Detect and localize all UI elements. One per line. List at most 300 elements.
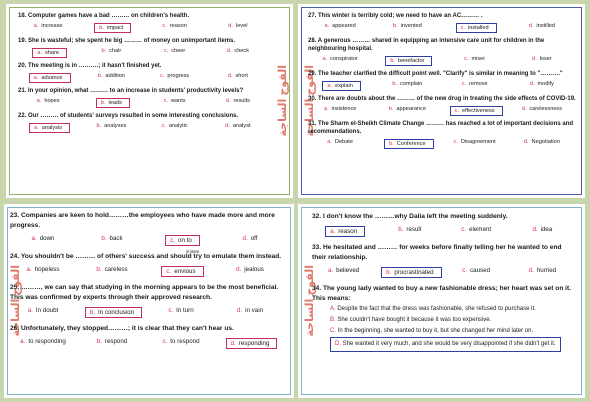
answer-wrap — [101, 234, 125, 243]
answer-option[interactable] — [511, 226, 577, 237]
question-text: 32. I don't know the ………why Dalia left the meeting suddenly. — [312, 213, 508, 220]
side-label: الفوج الساجة — [276, 65, 289, 137]
answer-option[interactable] — [308, 139, 375, 149]
option-text: modify — [537, 81, 554, 87]
option-text: results — [233, 98, 250, 104]
option-letter: a. — [26, 266, 32, 273]
options-row — [18, 123, 271, 133]
answer-wrap — [532, 225, 555, 234]
selected-answer-box — [226, 338, 278, 349]
option-letter: d. — [228, 23, 233, 29]
question-text: 31. The Sharm el-Sheikh Climate Change ……… has reached a lot of important decisions and recommendations. — [308, 121, 574, 135]
answer-wrap — [162, 22, 189, 30]
answer-option[interactable] — [145, 48, 208, 58]
question-list — [18, 12, 271, 194]
option-text: hurried — [536, 267, 557, 274]
answer-option[interactable] — [81, 23, 144, 33]
option-text: miser — [471, 56, 486, 62]
options-row — [10, 266, 286, 277]
answer-option[interactable] — [148, 266, 217, 277]
side-label-box — [273, 4, 291, 198]
question-list — [308, 12, 577, 194]
answer-option[interactable] — [81, 123, 144, 133]
option-text: wants — [170, 98, 186, 104]
answer-option[interactable] — [511, 267, 577, 278]
answer-option[interactable] — [378, 226, 444, 237]
answer-wrap — [96, 265, 130, 274]
question-text: 29. The teacher clarified the difficult point well. "Clarify" is similar in meaning to "………." — [308, 71, 563, 77]
option-letter: c. — [162, 23, 167, 29]
option-text: hopes — [44, 98, 60, 104]
answer-wrap — [37, 97, 63, 105]
option-letter: c. — [454, 108, 460, 114]
option-text: progress — [167, 73, 190, 79]
option-letter: b. — [398, 226, 404, 233]
answer-wrap — [101, 47, 124, 55]
selected-answer-box — [384, 139, 434, 149]
question-text: 21. In your opinion, what ……… to an increase in students' productivity levels? — [18, 88, 244, 94]
option-letter: a. — [323, 106, 329, 112]
answer-wrap — [28, 306, 62, 315]
question-text: 23. Companies are keen to hold………the employees who have made more and more progress. — [10, 212, 275, 229]
options-row — [308, 56, 577, 66]
question-text: 30. There are doubts about the ……… of the new drug in treating the side effects of COVID-19. — [308, 96, 576, 102]
option-text: addition — [105, 73, 126, 79]
option-text: Negotiation — [531, 139, 560, 145]
answer-wrap — [162, 337, 202, 346]
answer-wrap — [328, 266, 362, 275]
option-letter: c. — [464, 56, 469, 62]
answer-option[interactable] — [81, 98, 144, 108]
answer-option[interactable] — [208, 48, 271, 58]
option-text: In doubt — [35, 307, 59, 314]
answer-option[interactable] — [443, 56, 510, 66]
option-letter: c. — [460, 25, 466, 31]
option-letter: b. — [96, 123, 102, 129]
answer-option[interactable] — [18, 123, 81, 133]
option-text: Despite the fact that the dress was fashionable, she refused to purchase it. — [337, 306, 536, 312]
option-text: analytic — [168, 123, 188, 129]
options-row — [18, 48, 271, 58]
answer-option[interactable] — [148, 338, 217, 349]
answer-wrap — [32, 234, 58, 243]
answer-wrap — [228, 22, 250, 30]
answer-wrap — [97, 122, 130, 130]
option-letter: C. — [330, 328, 336, 334]
option-letter: b. — [100, 100, 106, 106]
answer-option[interactable] — [10, 235, 79, 246]
answer-option[interactable] — [148, 307, 217, 318]
answer-option[interactable] — [145, 123, 208, 133]
answer-wrap — [236, 265, 267, 274]
option-text: chair — [109, 48, 122, 54]
answer-option[interactable] — [330, 337, 577, 352]
answer-option[interactable] — [18, 48, 81, 58]
option-letter: c. — [162, 338, 168, 345]
question-text: 20. The meeting is in ……….; it hasn't finished yet. — [18, 63, 162, 69]
answer-wrap — [160, 72, 192, 80]
option-text: caused — [470, 267, 491, 274]
answer-wrap — [529, 266, 559, 275]
option-text: benefactor — [397, 58, 425, 64]
option-text: to respond — [170, 338, 200, 345]
option-letter: a. — [33, 75, 39, 81]
answer-wrap — [243, 234, 261, 243]
selected-answer-box — [385, 56, 432, 66]
options-row — [10, 307, 286, 318]
answer-option[interactable] — [443, 81, 510, 91]
option-text: appearance — [396, 106, 426, 112]
option-letter: a. — [36, 98, 42, 104]
answer-option[interactable] — [10, 307, 79, 318]
answer-wrap — [398, 225, 424, 234]
option-text: In turn — [176, 307, 194, 314]
option-letter: a. — [20, 338, 26, 345]
option-text: check — [234, 48, 250, 54]
answer-option[interactable] — [375, 56, 442, 66]
option-letter: d. — [225, 98, 231, 104]
answer-option[interactable] — [445, 267, 511, 278]
answer-wrap — [530, 80, 557, 88]
option-text: respond — [104, 338, 128, 345]
selected-answer-box — [29, 123, 70, 133]
question-text: 27. This winter is terribly cold; we need to have an AC……… . — [308, 13, 483, 19]
option-letter: b. — [392, 81, 398, 87]
answer-option[interactable] — [148, 235, 217, 246]
option-text: instilled — [536, 23, 556, 29]
options-row — [308, 106, 577, 116]
answer-wrap — [389, 105, 429, 113]
answer-option[interactable] — [217, 235, 286, 246]
option-letter: a. — [330, 228, 336, 235]
option-letter: d. — [531, 56, 537, 62]
answer-option[interactable] — [375, 23, 442, 33]
answer-wrap — [227, 47, 252, 55]
answer-wrap — [393, 22, 425, 30]
panel-top-right — [298, 4, 585, 198]
question-text: 19. She is wasteful; she spent he big ……… of money on unimportant items. — [18, 38, 236, 44]
option-text: result — [406, 226, 422, 233]
selected-answer-box — [96, 98, 130, 108]
question-list — [10, 211, 286, 394]
answer-option[interactable] — [443, 23, 510, 33]
option-text: analysis — [41, 125, 63, 131]
answer-wrap — [454, 138, 499, 146]
options-row — [18, 23, 271, 33]
answer-wrap — [97, 337, 131, 346]
option-letter: d. — [236, 307, 243, 314]
option-text: analyst — [232, 123, 251, 129]
options-row — [10, 338, 286, 349]
option-letter: a. — [327, 83, 333, 89]
answer-option[interactable] — [18, 23, 81, 33]
answer-wrap — [392, 80, 425, 88]
option-letter: a. — [27, 307, 33, 314]
answer-option[interactable] — [375, 106, 442, 116]
option-letter: c. — [160, 73, 165, 79]
answer-option[interactable] — [208, 123, 271, 133]
panel-bottom-left — [4, 204, 294, 398]
question-text: 26. Unfortunately, they stopped………; it is clear that they can't hear us. — [10, 325, 234, 332]
option-letter: c. — [170, 237, 176, 244]
selected-answer-box — [325, 226, 365, 237]
option-letter: d. — [532, 226, 538, 233]
selected-answer-box — [330, 337, 561, 352]
answer-option[interactable] — [443, 139, 510, 149]
option-letter: b. — [390, 58, 395, 64]
answer-wrap — [98, 72, 128, 80]
question-text: 24. You shouldn't be ……… of others' success and should try to emulate them instead. — [10, 253, 282, 260]
option-text: on to — [178, 237, 192, 244]
option-text: invented — [400, 23, 422, 29]
option-letter: b. — [389, 141, 394, 147]
answer-option[interactable] — [312, 267, 378, 278]
option-letter: a. — [37, 50, 42, 56]
selected-answer-box — [450, 106, 503, 116]
option-letter: c. — [168, 307, 174, 314]
option-letter: B. — [330, 317, 336, 323]
option-letter: d. — [226, 48, 232, 54]
option-text: level — [235, 23, 248, 29]
answer-option[interactable] — [308, 23, 375, 33]
option-text: down — [39, 235, 55, 242]
selected-answer-box — [165, 235, 200, 246]
options-row — [308, 81, 577, 91]
option-letter: b. — [99, 25, 104, 31]
answer-option[interactable] — [375, 81, 442, 91]
answer-wrap — [164, 47, 188, 55]
option-letter: c. — [166, 268, 172, 275]
answer-option[interactable] — [145, 23, 208, 33]
answer-wrap — [322, 55, 360, 63]
option-letter: b. — [392, 23, 398, 29]
answer-wrap — [164, 97, 189, 105]
option-letter: d. — [529, 81, 535, 87]
option-text: installed — [468, 25, 489, 31]
answer-option[interactable] — [18, 98, 81, 108]
answer-option[interactable] — [79, 235, 148, 246]
options-row — [312, 267, 577, 278]
side-label: الفوج الساجة — [303, 65, 316, 137]
option-text: appeared — [332, 23, 356, 29]
option-text: Disagreement — [460, 139, 496, 145]
answer-option[interactable] — [510, 56, 577, 66]
answer-option[interactable] — [145, 98, 208, 108]
option-text: share — [44, 50, 59, 56]
option-letter: c. — [462, 267, 468, 274]
answer-wrap — [226, 97, 253, 105]
option-text: explain — [335, 83, 353, 89]
option-text: responding — [238, 340, 270, 347]
answer-wrap — [330, 328, 533, 334]
question-text: 22. Our ……… of students' surveys resulted in some interesting conclusions. — [18, 113, 239, 119]
answer-wrap — [27, 265, 63, 274]
option-text: reason — [169, 23, 187, 29]
option-letter: c. — [461, 81, 466, 87]
answer-option[interactable] — [217, 266, 286, 277]
answer-option[interactable] — [217, 338, 286, 349]
option-letter: c. — [163, 98, 168, 104]
answer-wrap — [464, 55, 488, 63]
option-text: off — [250, 235, 258, 242]
option-text: procrastinated — [394, 269, 434, 276]
option-text: conspirator — [330, 56, 358, 62]
answer-wrap — [330, 317, 491, 323]
option-letter: A. — [330, 306, 336, 312]
question-text: 25. ………, we can say that studying in the morning appears to be the most beneficial. This was confirmed by experts through their approved research. — [10, 284, 279, 301]
option-text: believed — [336, 267, 360, 274]
option-letter: b. — [96, 266, 102, 273]
option-text: reason — [338, 228, 358, 235]
option-text: impact — [106, 25, 124, 31]
answer-wrap — [34, 22, 66, 30]
answer-wrap — [20, 337, 69, 346]
option-text: loser — [539, 56, 552, 62]
selected-answer-box — [85, 307, 142, 318]
options-row — [18, 98, 271, 108]
option-text: envious — [174, 268, 196, 275]
options-row — [308, 139, 577, 149]
options-row — [10, 235, 286, 246]
option-letter: a. — [328, 267, 334, 274]
option-text: She couldn't have bought it because it was too expensive. — [337, 317, 492, 323]
option-text: careless — [104, 266, 128, 273]
answer-option[interactable] — [308, 81, 375, 91]
side-label: الفوج الساجة — [9, 265, 22, 337]
answer-wrap — [462, 80, 491, 88]
options-row — [308, 23, 577, 33]
answer-option[interactable] — [510, 106, 577, 116]
answer-wrap — [529, 22, 558, 30]
handwritten-note: imitate — [186, 249, 200, 254]
answer-option[interactable] — [208, 98, 271, 108]
answer-wrap — [532, 55, 555, 63]
answer-option[interactable] — [443, 106, 510, 116]
answer-option[interactable] — [330, 315, 577, 326]
answer-option[interactable] — [375, 139, 442, 149]
answer-option[interactable] — [81, 48, 144, 58]
option-letter: d. — [227, 73, 233, 79]
selected-answer-box — [94, 23, 131, 33]
answer-option[interactable] — [10, 338, 79, 349]
answer-option[interactable] — [312, 226, 378, 237]
option-letter: d. — [242, 235, 248, 242]
option-letter: d. — [236, 266, 242, 273]
answer-option[interactable] — [445, 226, 511, 237]
answer-option[interactable] — [79, 266, 148, 277]
side-label: الفوج الساجة — [303, 265, 316, 337]
option-text: carelessness — [529, 106, 563, 112]
answer-option[interactable] — [510, 23, 577, 33]
answer-wrap — [161, 122, 190, 130]
option-letter: a. — [322, 56, 328, 62]
answer-wrap — [461, 225, 494, 234]
option-letter: c. — [461, 226, 467, 233]
option-letter: b. — [388, 106, 394, 112]
option-text: in vain — [245, 307, 264, 314]
option-text: hopeless — [34, 266, 60, 273]
option-letter: D. — [335, 341, 341, 347]
option-letter: b. — [89, 309, 96, 316]
option-letter: a. — [34, 125, 39, 131]
answer-option[interactable] — [10, 266, 79, 277]
answer-option[interactable] — [145, 73, 208, 83]
option-text: back — [109, 235, 123, 242]
question-text: 28. A generous ……… shared in equipping an intensive care unit for children in the neighbouring hospital. — [308, 38, 545, 52]
answer-option[interactable] — [81, 73, 144, 83]
answer-option[interactable] — [330, 304, 577, 315]
panel-bottom-right — [298, 204, 585, 398]
answer-option[interactable] — [79, 338, 148, 349]
option-text: increase — [41, 23, 63, 29]
option-letter: a. — [324, 23, 330, 29]
option-text: She wanted it very much, and she would be very disappointed if she didn't get it. — [342, 341, 556, 347]
option-text: Debate — [334, 139, 353, 145]
answer-option[interactable] — [208, 23, 271, 33]
answer-option[interactable] — [510, 81, 577, 91]
options-row — [312, 226, 577, 237]
answer-option[interactable] — [330, 326, 577, 337]
question-text: 34. The young lady wanted to buy a new fashionable dress; her heart was set on it. This means: — [312, 285, 572, 302]
option-text: analyses — [104, 123, 127, 129]
option-text: In conclusion — [98, 309, 135, 316]
answer-option[interactable] — [18, 73, 81, 83]
option-letter: c. — [163, 48, 169, 54]
answer-option[interactable] — [308, 56, 375, 66]
option-text: short — [235, 73, 248, 79]
option-letter: b. — [97, 73, 103, 79]
answer-option[interactable] — [510, 139, 577, 149]
option-text: advance — [41, 75, 63, 81]
option-text: remove — [468, 81, 488, 87]
option-letter: d. — [528, 23, 534, 29]
option-text: insistence — [331, 106, 357, 112]
answer-wrap — [237, 306, 266, 315]
answer-wrap — [168, 306, 196, 315]
answer-option[interactable] — [217, 307, 286, 318]
answer-option[interactable] — [208, 73, 271, 83]
option-text: leads — [108, 100, 122, 106]
answer-wrap — [524, 138, 563, 146]
answer-option[interactable] — [79, 307, 148, 318]
selected-answer-box — [322, 81, 360, 91]
option-letter: a. — [327, 139, 332, 145]
answer-wrap — [327, 138, 356, 146]
answer-wrap — [324, 22, 358, 30]
answer-option[interactable] — [378, 267, 444, 278]
option-letter: a. — [33, 23, 39, 29]
option-letter: b. — [96, 338, 102, 345]
option-letter: d. — [521, 106, 527, 112]
option-letter: b. — [101, 235, 107, 242]
option-text: idea — [540, 226, 553, 233]
answer-wrap — [225, 122, 253, 130]
option-letter: b. — [101, 48, 107, 54]
selected-answer-box — [161, 266, 203, 277]
answer-wrap — [522, 105, 565, 113]
answer-wrap — [462, 266, 493, 275]
question-list — [312, 212, 577, 394]
answer-option[interactable] — [308, 106, 375, 116]
answer-wrap — [228, 72, 251, 80]
option-text: cheer — [171, 48, 186, 54]
option-letter: d. — [528, 267, 534, 274]
options-row — [18, 73, 271, 83]
panel-top-left — [6, 4, 293, 198]
option-text: complain — [400, 81, 423, 87]
option-letter: d. — [230, 340, 236, 347]
option-text: effectiveness — [462, 108, 495, 114]
